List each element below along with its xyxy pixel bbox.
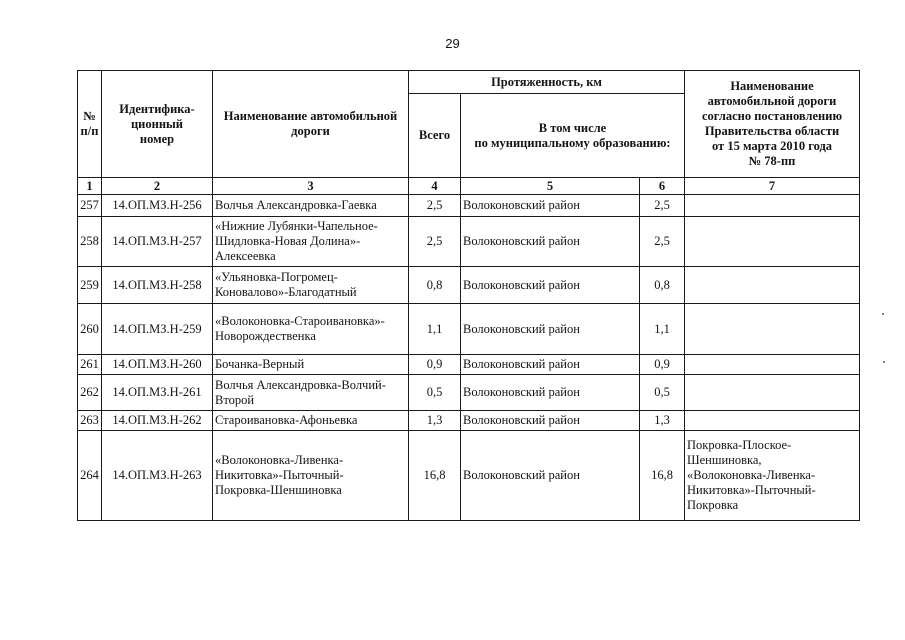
row-num: 261 <box>78 355 102 375</box>
row-id: 14.ОП.МЗ.Н-257 <box>102 217 213 267</box>
col-number: 3 <box>213 178 409 195</box>
col-number: 2 <box>102 178 213 195</box>
row-district-len: 2,5 <box>640 195 685 217</box>
header-length-group-label: Протяженность, км <box>491 74 602 89</box>
row-id: 14.ОП.МЗ.Н-263 <box>102 431 213 521</box>
row-district: Волоконовский район <box>461 267 640 304</box>
row-district: Волоконовский район <box>461 431 640 521</box>
row-old-name <box>685 355 860 375</box>
header-road-name <box>213 71 409 178</box>
row-old-name <box>685 267 860 304</box>
row-road-name: «Волоконовка-Староивановка»- Новорождественка <box>213 304 409 355</box>
table-row <box>78 355 860 375</box>
table-row <box>78 431 860 521</box>
row-total: 0,5 <box>409 375 461 411</box>
row-old-name <box>685 375 860 411</box>
header-total <box>409 94 461 178</box>
row-id: 14.ОП.МЗ.Н-260 <box>102 355 213 375</box>
row-id: 14.ОП.МЗ.Н-258 <box>102 267 213 304</box>
row-id: 14.ОП.МЗ.Н-261 <box>102 375 213 411</box>
row-num: 258 <box>78 217 102 267</box>
row-road-name: «Ульяновка-Погромец- Коновалово»-Благодатный <box>213 267 409 304</box>
row-id: 14.ОП.МЗ.Н-259 <box>102 304 213 355</box>
scan-speck <box>883 361 885 363</box>
row-total: 16,8 <box>409 431 461 521</box>
table-row <box>78 195 860 217</box>
header-resolution-label: Наименование автомобильной дороги согласно постановлению Правительства области от 15 марта 2010 года № 78-пп <box>701 79 842 168</box>
row-road-name: Волчья Александровка-Волчий- Второй <box>213 375 409 411</box>
row-road-name: Староивановка-Афоньевка <box>213 411 409 431</box>
col-number: 6 <box>640 178 685 195</box>
row-road-name: «Волоконовка-Ливенка- Никитовка»-Пыточный- Покровка-Шеншиновка <box>213 431 409 521</box>
header-id <box>102 71 213 178</box>
col-number: 5 <box>461 178 640 195</box>
row-old-name: Покровка-Плоское- Шеншиновка, «Волоконовка-Ливенка- Никитовка»-Пыточный- Покровка <box>685 431 860 521</box>
header-incl <box>461 94 685 178</box>
row-road-name: Бочанка-Верный <box>213 355 409 375</box>
row-id: 14.ОП.МЗ.Н-256 <box>102 195 213 217</box>
row-road-name: Волчья Александровка-Гаевка <box>213 195 409 217</box>
table-body <box>78 195 860 521</box>
row-num: 264 <box>78 431 102 521</box>
row-total: 1,3 <box>409 411 461 431</box>
col-number: 1 <box>78 178 102 195</box>
scan-speck <box>882 313 884 315</box>
row-num: 263 <box>78 411 102 431</box>
row-district: Волоконовский район <box>461 375 640 411</box>
row-district-len: 2,5 <box>640 217 685 267</box>
table-row <box>78 375 860 411</box>
row-total: 1,1 <box>409 304 461 355</box>
row-district-len: 1,3 <box>640 411 685 431</box>
row-total: 0,9 <box>409 355 461 375</box>
row-id: 14.ОП.МЗ.Н-262 <box>102 411 213 431</box>
row-old-name <box>685 304 860 355</box>
row-total: 2,5 <box>409 217 461 267</box>
table-row <box>78 304 860 355</box>
col-number: 4 <box>409 178 461 195</box>
header-id-label: Идентифика- ционный номер <box>119 101 195 146</box>
row-num: 260 <box>78 304 102 355</box>
table-row <box>78 217 860 267</box>
header-total-label: Всего <box>418 128 451 142</box>
column-number-row <box>78 178 860 195</box>
row-district: Волоконовский район <box>461 411 640 431</box>
col-number: 7 <box>685 178 860 195</box>
row-old-name <box>685 217 860 267</box>
page-number: 29 <box>445 36 460 51</box>
row-old-name <box>685 411 860 431</box>
row-district-len: 16,8 <box>640 431 685 521</box>
row-num: 259 <box>78 267 102 304</box>
row-district: Волоконовский район <box>461 195 640 217</box>
header-resolution <box>685 71 860 178</box>
roads-table <box>77 70 860 521</box>
table-row <box>78 411 860 431</box>
row-district: Волоконовский район <box>461 355 640 375</box>
header-num <box>78 71 102 178</box>
header-road-name-label: Наименование автомобильной дороги <box>223 109 398 138</box>
row-district: Волоконовский район <box>461 217 640 267</box>
row-district-len: 0,8 <box>640 267 685 304</box>
header-num-label: № п/п <box>80 109 99 138</box>
row-district-len: 0,9 <box>640 355 685 375</box>
table-row <box>78 267 860 304</box>
row-district-len: 1,1 <box>640 304 685 355</box>
row-num: 257 <box>78 195 102 217</box>
row-district: Волоконовский район <box>461 304 640 355</box>
header-incl-label: В том числе по муниципальному образованию: <box>474 120 671 150</box>
row-old-name <box>685 195 860 217</box>
row-road-name: «Нижние Лубянки-Чапельное- Шидловка-Новая Долина»- Алексеевка <box>213 217 409 267</box>
table-header <box>78 71 860 195</box>
row-num: 262 <box>78 375 102 411</box>
row-total: 2,5 <box>409 195 461 217</box>
header-length-group <box>409 71 685 94</box>
row-total: 0,8 <box>409 267 461 304</box>
row-district-len: 0,5 <box>640 375 685 411</box>
